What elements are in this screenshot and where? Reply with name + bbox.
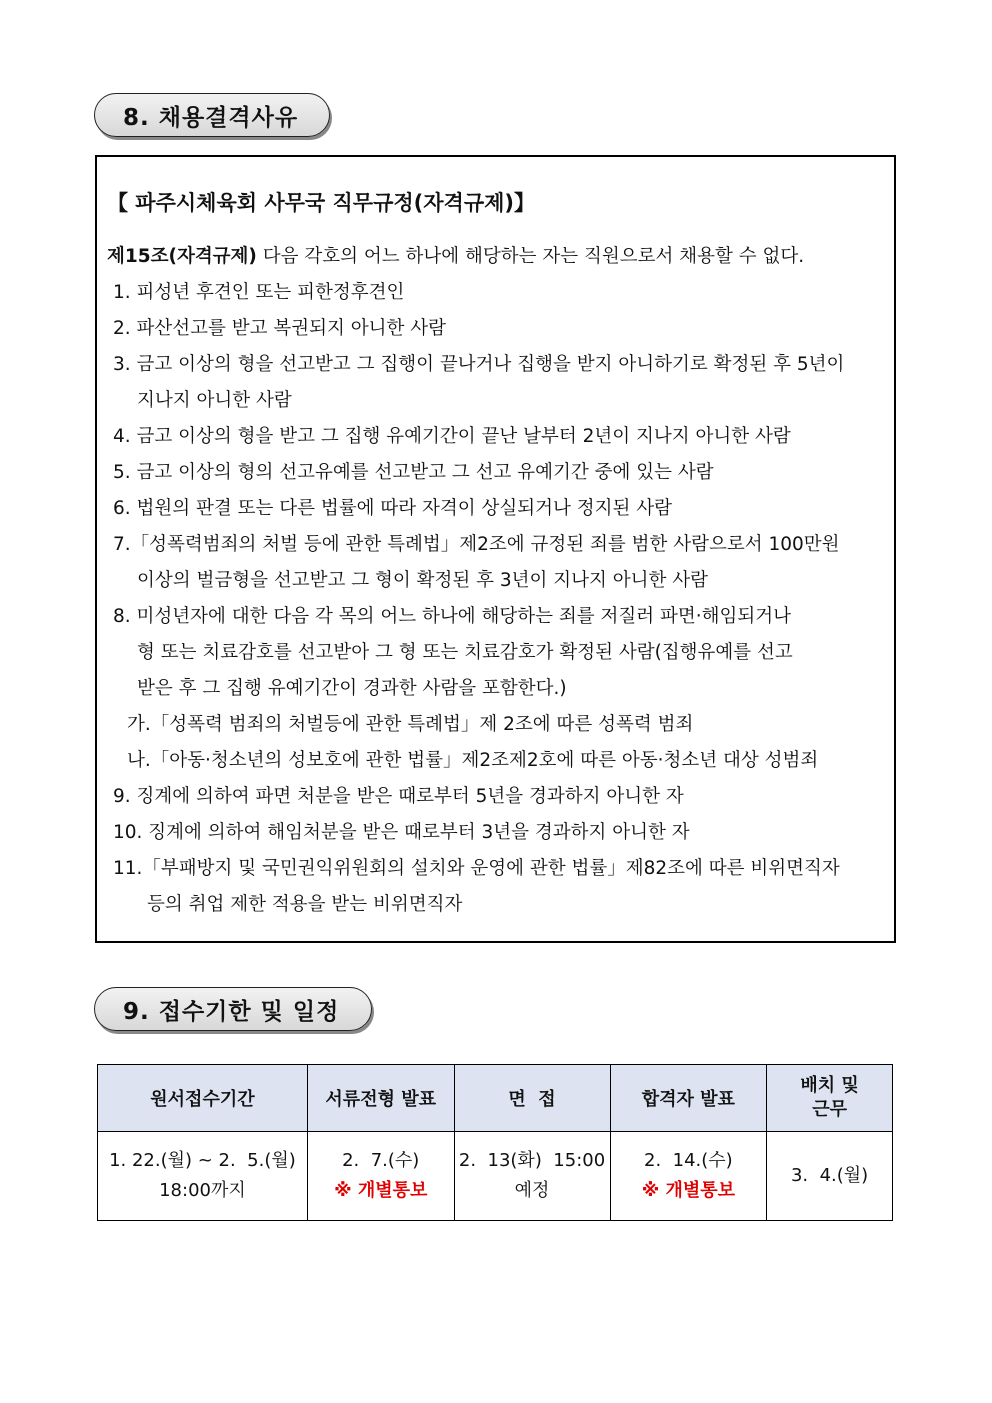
rule-line-1: 1. 피성년 후견인 또는 피한정후견인 bbox=[113, 282, 405, 303]
rule-line-8-na: 나.「아동·청소년의 성보호에 관한 법률」제2조제2호에 따른 아동·청소년 대상 성범죄 bbox=[127, 750, 819, 771]
header-document-result: 서류전형 발표 bbox=[307, 1065, 454, 1132]
header-final-result: 합격자 발표 bbox=[610, 1065, 767, 1132]
rule-line-10: 10. 징계에 의하여 해임처분을 받은 때로부터 3년을 경과하지 아니한 자 bbox=[113, 822, 690, 843]
rules-box-title: 【 파주시체육회 사무국 직무규정(자격규제)】 bbox=[107, 191, 535, 215]
document-result-date: 2. 7.(수) bbox=[342, 1150, 420, 1171]
application-period-deadline: 18:00까지 bbox=[159, 1180, 246, 1201]
cell-final-result bbox=[610, 1132, 767, 1221]
section-8-heading-text: 8. 채용결격사유 bbox=[123, 104, 299, 131]
cell-document-result bbox=[307, 1132, 454, 1221]
rule-line-5: 5. 금고 이상의 형의 선고유예를 선고받고 그 선고 유예기간 중에 있는 사람 bbox=[113, 462, 714, 483]
rule-line-6: 6. 법원의 판결 또는 다른 법률에 따라 자격이 상실되거나 정지된 사람 bbox=[113, 498, 672, 519]
rule-line-3: 3. 금고 이상의 형을 선고받고 그 집행이 끝나거나 집행을 받지 아니하기로 확정된 후 5년이 bbox=[113, 354, 845, 375]
qualification-rules-box bbox=[95, 155, 896, 943]
rule-line-7-cont: 이상의 벌금형을 선고받고 그 형이 확정된 후 3년이 지나지 아니한 사람 bbox=[137, 570, 708, 591]
schedule-table bbox=[97, 1064, 893, 1221]
header-interview: 면 접 bbox=[454, 1065, 610, 1132]
rule-line-8: 8. 미성년자에 대한 다음 각 목의 어느 하나에 해당하는 죄를 저질러 파면·해임되거나 bbox=[113, 606, 791, 627]
section-9-heading bbox=[94, 987, 372, 1031]
rule-line-8-cont-1: 형 또는 치료감호를 선고받아 그 형 또는 치료감호가 확정된 사람(집행유예를 선고 bbox=[137, 642, 793, 663]
section-8-heading bbox=[94, 93, 330, 137]
rule-line-4: 4. 금고 이상의 형을 받고 그 집행 유예기간이 끝난 날부터 2년이 지나지 아니한 사람 bbox=[113, 426, 791, 447]
rule-line-9: 9. 징계에 의하여 파면 처분을 받은 때로부터 5년을 경과하지 아니한 자 bbox=[113, 786, 684, 807]
application-period-dates: 1. 22.(월) ~ 2. 5.(월) bbox=[109, 1150, 296, 1171]
section-9-heading-text: 9. 접수기한 및 일정 bbox=[123, 998, 340, 1025]
rule-line-3-cont: 지나지 아니한 사람 bbox=[137, 390, 292, 411]
rule-line-8-cont-2: 받은 후 그 집행 유예기간이 경과한 사람을 포함한다.) bbox=[137, 678, 567, 699]
placement-date: 3. 4.(월) bbox=[790, 1165, 869, 1186]
rule-line-8-ga: 가.「성폭력 범죄의 처벌등에 관한 특례법」제 2조에 따른 성폭력 범죄 bbox=[127, 714, 694, 735]
final-result-note: ※ 개별통보 bbox=[641, 1180, 736, 1201]
header-placement-line1: 배치 및 bbox=[800, 1075, 859, 1096]
article-text: 다음 각호의 어느 하나에 해당하는 자는 직원으로서 채용할 수 없다. bbox=[256, 246, 805, 267]
final-result-date: 2. 14.(수) bbox=[644, 1150, 733, 1171]
rule-line-11: 11.「부패방지 및 국민권익위원회의 설치와 운영에 관한 법률」제82조에 따른 비위면직자 bbox=[113, 858, 840, 879]
cell-interview bbox=[454, 1132, 610, 1221]
interview-datetime: 2. 13(화) 15:00 bbox=[458, 1150, 606, 1171]
header-placement bbox=[767, 1065, 893, 1132]
rule-line-2: 2. 파산선고를 받고 복권되지 아니한 사람 bbox=[113, 318, 446, 339]
schedule-header-row bbox=[98, 1065, 893, 1132]
interview-note: 예정 bbox=[514, 1180, 550, 1201]
document-result-note: ※ 개별통보 bbox=[334, 1180, 428, 1201]
article-label: 제15조(자격규제) bbox=[107, 246, 257, 267]
cell-placement bbox=[767, 1132, 893, 1221]
rule-line-7: 7.「성폭력범죄의 처벌 등에 관한 특례법」제2조에 규정된 죄를 범한 사람으로서 100만원 bbox=[113, 534, 840, 555]
header-placement-line2: 근무 bbox=[812, 1099, 847, 1120]
article-line bbox=[107, 245, 804, 269]
cell-application-period bbox=[98, 1132, 308, 1221]
rule-line-11-cont: 등의 취업 제한 적용을 받는 비위면직자 bbox=[147, 894, 463, 915]
header-application-period: 원서접수기간 bbox=[98, 1065, 308, 1132]
schedule-data-row bbox=[98, 1132, 893, 1221]
